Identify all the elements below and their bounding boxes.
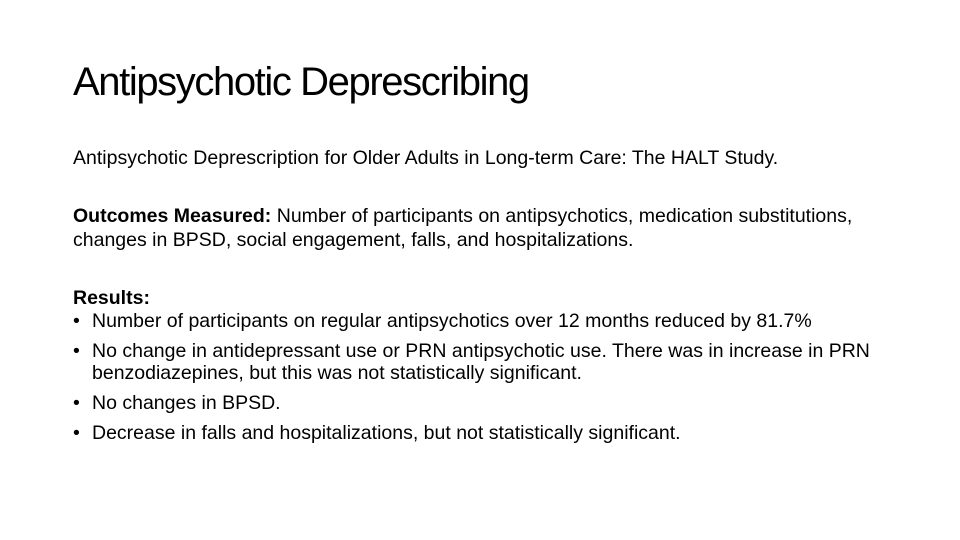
list-item — [73, 340, 893, 384]
list-item — [73, 422, 893, 444]
result-text: No change in antidepressant use or PRN antipsychotic use. There was in increase in PRN benzodiazepines, but this was not statistically significant. — [92, 340, 870, 384]
list-item — [73, 392, 893, 414]
outcomes-paragraph — [73, 204, 893, 252]
results-label: Results: — [73, 287, 150, 309]
study-subtitle: Antipsychotic Deprescription for Older Adults in Long-term Care: The HALT Study. — [73, 147, 779, 169]
results-section — [73, 286, 893, 452]
bullet-icon: • — [73, 392, 80, 414]
bullet-icon: • — [73, 422, 80, 444]
bullet-icon: • — [73, 340, 80, 362]
slide-title: Antipsychotic Deprescribing — [73, 60, 529, 104]
bullet-icon: • — [73, 310, 80, 332]
result-text: Decrease in falls and hospitalizations, but not statistically significant. — [92, 422, 681, 444]
outcomes-section — [73, 204, 893, 252]
results-list — [73, 310, 893, 444]
outcomes-label: Outcomes Measured: — [73, 205, 272, 227]
result-text: No changes in BPSD. — [92, 392, 281, 414]
result-text: Number of participants on regular antipsychotics over 12 months reduced by 81.7% — [92, 310, 812, 332]
outcomes-text: Number of participants on antipsychotics, medication substitutions, changes in BPSD, social engagement, falls, and hospitalizations. — [73, 205, 853, 251]
list-item — [73, 310, 893, 332]
